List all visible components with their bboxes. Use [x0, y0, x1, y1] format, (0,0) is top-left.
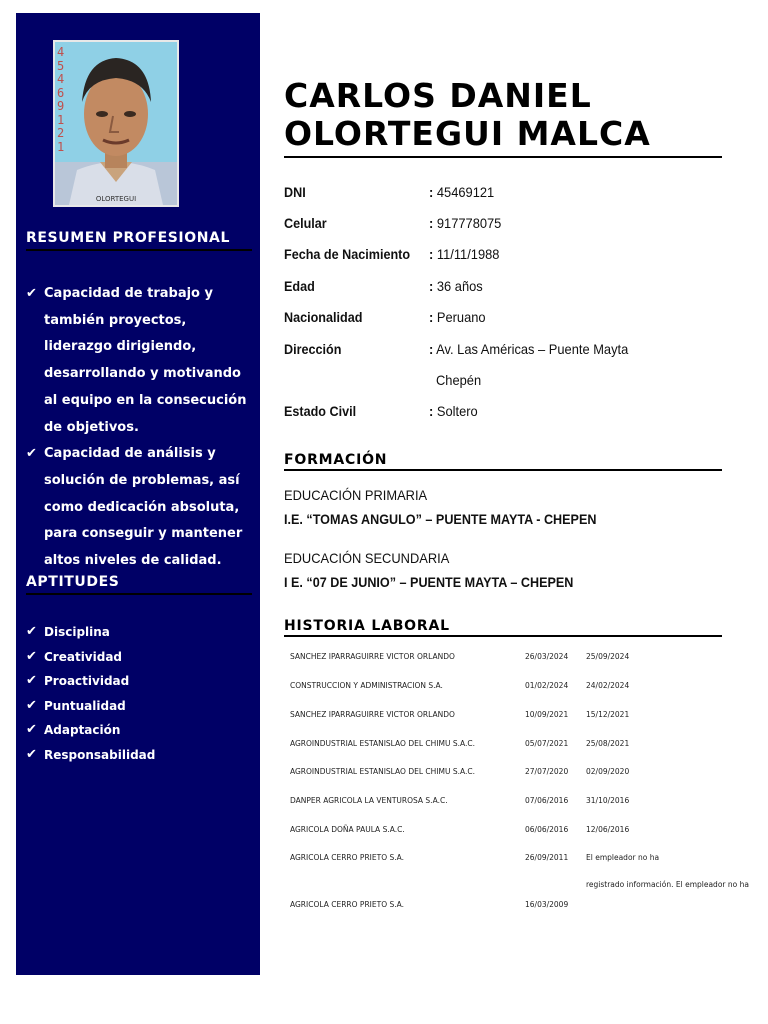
job-end-date: 24/02/2024 [586, 681, 630, 690]
sidebar [16, 13, 260, 975]
skills-list [26, 620, 155, 768]
candidate-name: CARLOS DANIEL OLORTEGUI MALCA [284, 76, 651, 153]
info-value: : 36 años [429, 278, 483, 294]
job-company: AGRICOLA DOÑA PAULA S.A.C. [290, 825, 405, 834]
skill-label: Disciplina [44, 625, 110, 639]
summary-item-text: Capacidad de trabajo y también proyectos, liderazgo dirigiendo, desarrollando y motivando al equipo en la consecución de objetivos. [44, 286, 247, 435]
skill-item [26, 743, 155, 768]
job-start-date: 26/09/2011 [525, 853, 569, 862]
check-icon: ✔ [26, 648, 37, 664]
job-company: CONSTRUCCION Y ADMINISTRACION S.A. [290, 681, 443, 690]
job-end-date: 25/09/2024 [586, 652, 630, 661]
skill-item [26, 669, 155, 694]
job-end-date: El empleador no ha [586, 853, 660, 862]
job-end-date: 25/08/2021 [586, 739, 630, 748]
job-start-date: 07/06/2016 [525, 796, 569, 805]
check-icon: ✔ [26, 446, 37, 462]
education-school: I.E. “TOMAS ANGULO” – PUENTE MAYTA - CHEPEN [284, 511, 597, 527]
info-value: : 11/11/1988 [429, 246, 500, 262]
info-value: : 45469121 [429, 184, 495, 200]
job-start-date: 06/06/2016 [525, 825, 569, 834]
skill-label: Proactividad [44, 674, 130, 689]
job-start-date: 26/03/2024 [525, 652, 569, 661]
skill-item [26, 694, 155, 719]
profile-photo [53, 40, 179, 207]
info-label: DNI [284, 184, 306, 200]
info-label: Estado Civil [284, 403, 357, 419]
job-start-date: 01/02/2024 [525, 681, 569, 690]
skill-label: Puntualidad [44, 698, 126, 713]
job-end-date: 31/10/2016 [586, 796, 630, 805]
skill-item [26, 645, 155, 670]
info-value: : Peruano [429, 309, 486, 325]
job-end-date: 12/06/2016 [586, 825, 630, 834]
education-level: EDUCACIÓN SECUNDARIA [284, 550, 450, 566]
job-end-note: registrado información. El empleador no ha [586, 880, 749, 889]
job-end-date: 02/09/2020 [586, 767, 630, 776]
info-value: : 917778075 [429, 215, 502, 231]
job-company: SANCHEZ IPARRAGUIRRE VICTOR ORLANDO [290, 710, 455, 719]
check-icon: ✔ [26, 624, 37, 639]
info-label: Edad [284, 278, 315, 294]
skill-label: Responsabilidad [44, 747, 156, 762]
job-start-date: 05/07/2021 [525, 739, 569, 748]
job-start-date: 27/07/2020 [525, 767, 569, 776]
job-company: AGRICOLA CERRO PRIETO S.A. [290, 853, 405, 862]
summary-list [26, 281, 254, 575]
skill-item [26, 620, 155, 645]
skills-heading: APTITUDES [26, 574, 252, 595]
info-label: Celular [284, 215, 327, 231]
education-school: I E. “07 DE JUNIO” – PUENTE MAYTA – CHEPEN [284, 574, 574, 590]
summary-item [26, 281, 254, 441]
photo-side-number: 45469121 [57, 45, 65, 154]
summary-item [26, 441, 254, 575]
skill-label: Creatividad [44, 649, 123, 664]
info-label: Nacionalidad [284, 309, 363, 325]
info-value: : Soltero [429, 403, 478, 419]
photo-caption: OLORTEGUI [95, 195, 137, 203]
job-start-date: 16/03/2009 [525, 900, 569, 909]
info-value-continued: Chepén [436, 372, 482, 388]
job-company: DANPER AGRICOLA LA VENTUROSA S.A.C. [290, 796, 448, 805]
info-label: Dirección [284, 341, 342, 357]
skill-item [26, 718, 155, 743]
job-company: AGROINDUSTRIAL ESTANISLAO DEL CHIMU S.A.C. [290, 767, 475, 776]
work-history-heading: HISTORIA LABORAL [284, 617, 722, 637]
skill-label: Adaptación [44, 723, 121, 738]
name-divider [284, 156, 722, 158]
info-label: Fecha de Nacimiento [284, 246, 411, 262]
education-level: EDUCACIÓN PRIMARIA [284, 487, 428, 503]
check-icon: ✔ [26, 286, 37, 301]
job-company: AGROINDUSTRIAL ESTANISLAO DEL CHIMU S.A.C. [290, 739, 475, 748]
education-heading: FORMACIÓN [284, 451, 722, 471]
check-icon: ✔ [26, 697, 37, 713]
job-end-date: 15/12/2021 [586, 710, 630, 719]
job-company: AGRICOLA CERRO PRIETO S.A. [290, 900, 405, 909]
check-icon: ✔ [26, 722, 37, 738]
summary-heading: RESUMEN PROFESIONAL [26, 230, 252, 251]
portrait-image [55, 42, 177, 205]
check-icon: ✔ [26, 746, 37, 762]
job-start-date: 10/09/2021 [525, 710, 569, 719]
summary-item-text: Capacidad de análisis y solución de problemas, así como dedicación absoluta, para conseguir y mantener altos niveles de calidad. [44, 446, 243, 569]
info-value: : Av. Las Américas – Puente Mayta [429, 341, 629, 357]
check-icon: ✔ [26, 673, 37, 689]
job-company: SANCHEZ IPARRAGUIRRE VICTOR ORLANDO [290, 652, 455, 661]
